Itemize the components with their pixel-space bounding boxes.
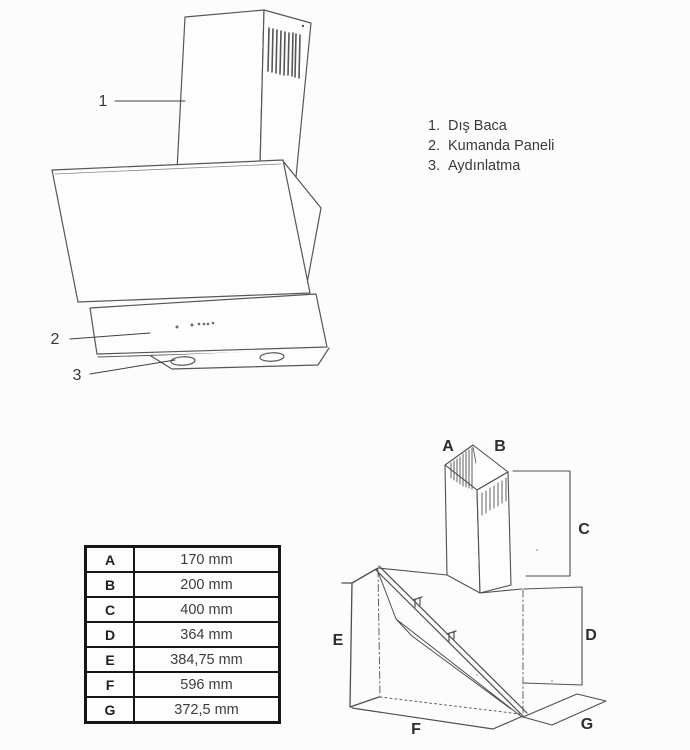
dimension-letter-cell: G (86, 697, 135, 723)
dimension-diagram (330, 430, 690, 750)
table-row (86, 597, 280, 622)
dimension-value-cell: 364 mm (134, 622, 280, 647)
dim-label-g: G (580, 716, 594, 733)
dimensions-table (84, 545, 281, 724)
dim-box-c (513, 471, 570, 576)
dimension-letter-cell: B (86, 572, 135, 597)
dimensions-table-wrap (84, 545, 281, 724)
legend-number: 1. (428, 118, 441, 134)
leader-line-3 (90, 360, 175, 374)
dimension-value-cell: 200 mm (134, 572, 280, 597)
legend-item-1 (428, 116, 554, 136)
dimension-value-cell: 400 mm (134, 597, 280, 622)
legend-label: Aydınlatma (448, 158, 521, 174)
legend-number: 3. (428, 158, 441, 174)
table-row (86, 672, 280, 697)
parts-legend (428, 116, 554, 176)
chimney-corner-mark (302, 25, 304, 27)
product-illustration (35, 5, 355, 395)
dim-label-c: C (578, 521, 590, 538)
dim-label-e: E (332, 632, 344, 649)
part-label-1: 1 (98, 93, 108, 110)
chimney-front-face (177, 10, 264, 170)
dim-box-d (524, 587, 582, 685)
mounting-brackets (413, 597, 456, 641)
dimension-value-cell: 384,75 mm (134, 647, 280, 672)
dimension-value-cell: 372,5 mm (134, 697, 280, 723)
legend-item-3 (428, 156, 554, 176)
dim-label-d: D (585, 627, 597, 644)
g-projection-outline (523, 694, 606, 725)
table-row (86, 622, 280, 647)
dim-label-b: B (494, 438, 506, 455)
diagram-chimney (445, 445, 511, 593)
dimension-value-cell: 596 mm (134, 672, 280, 697)
legend-item-2 (428, 136, 554, 156)
floor-outline (352, 697, 523, 729)
glass-slab (376, 566, 527, 717)
part-label-3: 3 (72, 367, 82, 384)
dimension-letter-cell: E (86, 647, 135, 672)
table-row (86, 572, 280, 597)
dim-label-a: A (442, 438, 454, 455)
table-row (86, 547, 280, 573)
dimension-value-cell: 170 mm (134, 547, 280, 573)
dimension-letter-cell: F (86, 672, 135, 697)
part-label-2: 2 (50, 331, 60, 348)
legend-number: 2. (428, 138, 441, 154)
wall-panel (342, 568, 380, 707)
dimension-letter-cell: D (86, 622, 135, 647)
table-row (86, 697, 280, 723)
legend-label: Dış Baca (448, 118, 507, 134)
dimension-letter-cell: C (86, 597, 135, 622)
legend-label: Kumanda Paneli (448, 138, 555, 154)
table-row (86, 647, 280, 672)
glass-panel (52, 160, 310, 302)
dimension-letter-cell: A (86, 547, 135, 573)
dim-label-f: F (411, 721, 421, 738)
